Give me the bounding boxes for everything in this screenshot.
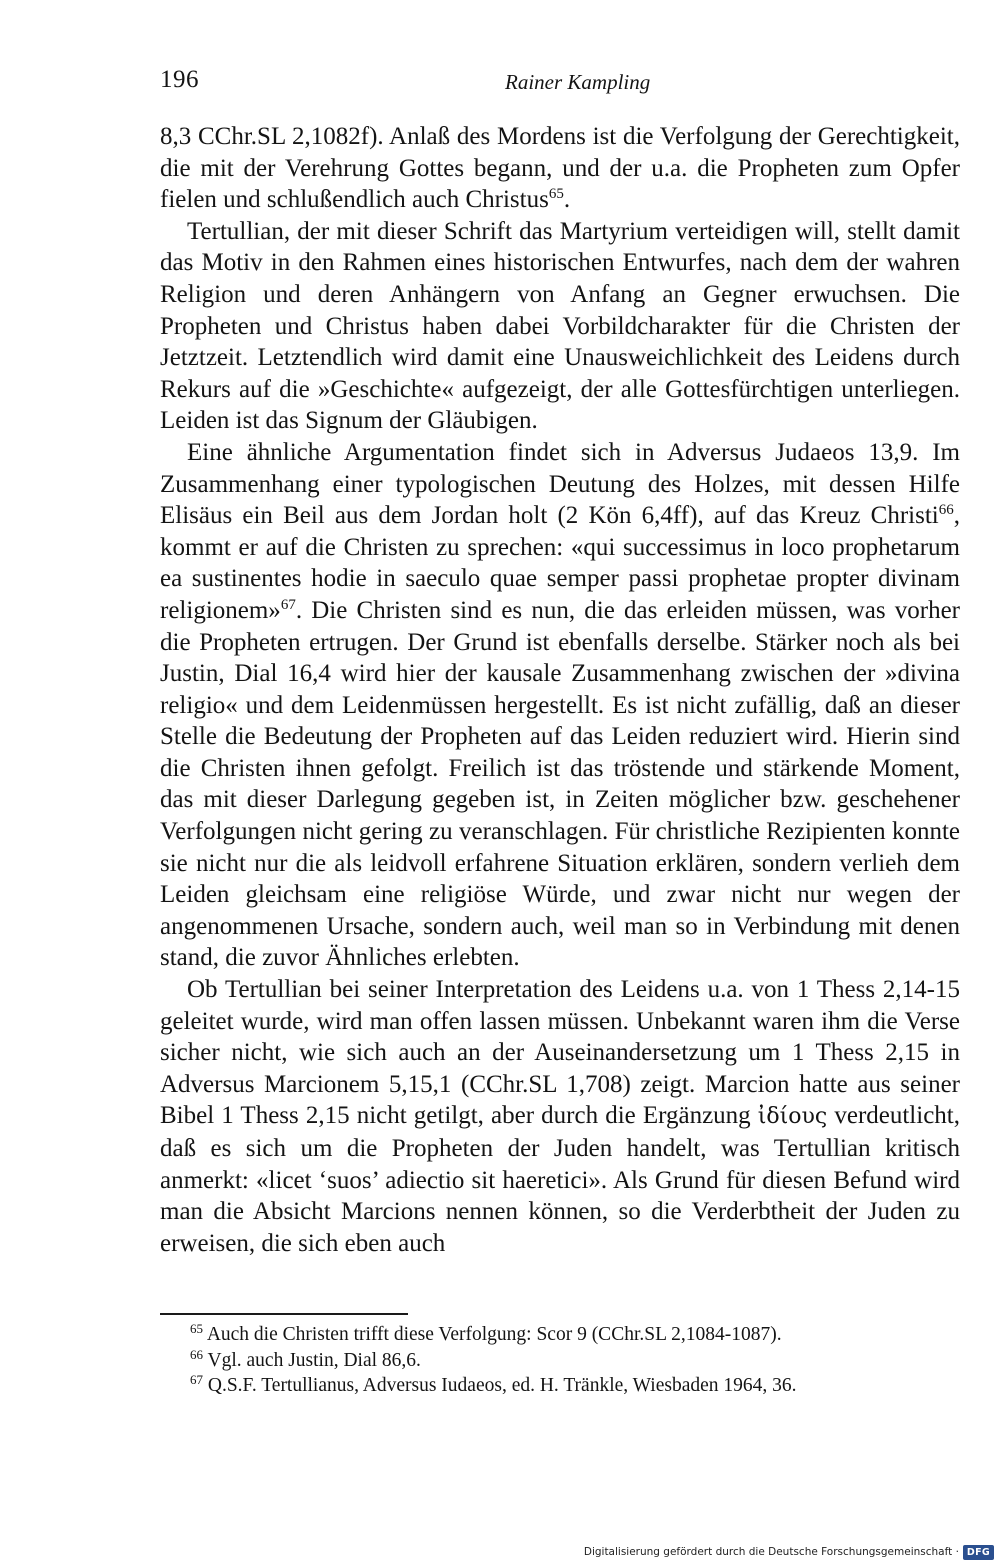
running-head: Rainer Kampling xyxy=(505,70,651,94)
footnote-66 xyxy=(190,1348,960,1374)
paragraph-text: Tertullian, der mit dieser Schrift das Martyrium verteidigen will, stellt damit das Motiv in den Rahmen eines historischen Entwurfes, nach dem der wahren Religion und deren Anhängern von Anfang an Gegner erwuchsen. Die Propheten und Christus haben dabei Vorbildcharakter für die Christen der Jetztzeit. Letztendlich wird damit eine Unausweichlichkeit des Leidens durch Rekurs auf die »Geschichte« aufgezeigt, der alle Gottesfürchtigen unterliegen. Leiden ist das Signum der Gläubigen. xyxy=(160,217,960,435)
paragraph-4 xyxy=(160,974,960,1259)
paragraph-text: Ob Tertullian bei seiner Interpretation des Leidens u.a. von 1 Thess 2,14-15 geleitet wurde, wird man offen lassen müssen. Unbekannt waren ihm die Verse sicher nicht, wie sich auch an der Auseinandersetzung um 1 Thess 2,15 in Adversus Marcionem 5,15,1 (CChr.SL 1,708) zeigt. Marcion hatte aus seiner Bibel 1 Thess 2,15 nicht getilgt, aber durch die Ergänzung xyxy=(160,976,960,1130)
footnote-number: 65 xyxy=(190,1321,203,1336)
page-header xyxy=(160,66,960,102)
footnote-65 xyxy=(190,1322,960,1348)
paragraph-text: . Die Christen sind es nun, die das erleiden müssen, was vorher die Propheten ertrugen. Der Grund ist ebenfalls derselbe. Stärker noch als bei Justin, Dial 16,4 wird hier der kausale Zusammenhang zwischen der »divina religio« und dem Leidenmüssen hergestellt. Es ist nicht zufällig, daß an dieser Stelle die Bedeutung der Propheten auf das Leiden reduziert wird. Hierin sind die Christen ihnen gefolgt. Freilich ist das tröstende und stärkende Moment, das mit dieser Darlegung gegeben ist, in Zeiten möglicher bzw. geschehener Verfolgungen nicht gering zu veranschlagen. Für christliche Rezipienten konnte sie nicht nur die als leidvoll erfahrene Situation erklären, sondern verlieh dem Leiden gleichsam eine religiöse Würde, und zwar nicht nur wegen der angenommenen Ursache, sondern auch, weil man so in Verbindung mit denen stand, die zuvor Ähnliches erlebten. xyxy=(160,596,960,972)
paragraph-text: 8,3 CChr.SL 2,1082f). Anlaß des Mordens ist die Verfolgung der Gerechtigkeit, die mit der Verehrung Gottes begann, und der u.a. die Propheten zum Opfer fielen und schlußendlich auch Christus xyxy=(160,123,960,214)
paragraph-1 xyxy=(160,121,960,216)
footnote-67 xyxy=(190,1373,960,1399)
footnote-text: Vgl. auch Justin, Dial 86,6. xyxy=(207,1349,421,1371)
dfg-logo-icon: DFG xyxy=(963,1545,994,1560)
paragraph-text: Eine ähnliche Argumentation findet sich in Adversus Judaeos 13,9. Im Zusammenhang einer typologischen Deutung des Holzes, mit dessen Hilfe Elisäus ein Beil aus dem Jordan holt (2 Kön 6,4ff), auf das Kreuz Christi xyxy=(160,438,960,530)
footnote-ref-67: 67 xyxy=(280,596,296,613)
footnote-text: Auch die Christen trifft diese Verfolgung: Scor 9 (CChr.SL 2,1084-1087). xyxy=(206,1324,782,1345)
paragraph-3 xyxy=(160,437,960,974)
footnote-separator xyxy=(160,1313,408,1315)
page-number: 196 xyxy=(160,66,199,93)
paragraph-2 xyxy=(160,216,960,437)
footnote-ref-66: 66 xyxy=(938,502,954,519)
footnote-text: Q.S.F. Tertullianus, Adversus Iudaeos, ed. H. Tränkle, Wiesbaden 1964, 36. xyxy=(207,1375,797,1396)
footnote-number: 66 xyxy=(190,1346,203,1362)
credit-text: Digitalisierung gefördert durch die Deutsche Forschungsgemeinschaft · xyxy=(583,1546,959,1558)
footnote-number: 67 xyxy=(190,1372,203,1387)
digitization-credit xyxy=(584,1542,994,1562)
paragraph-text: . xyxy=(563,186,571,214)
body-text xyxy=(160,121,960,1259)
paragraph-text: , kommt er auf die Christen zu sprechen: «qui successimus in loco prophetarum ea sustinentes hodie in saeculo quae semper passi prophetae propter divinam religionem» xyxy=(160,502,960,624)
footnote-ref-65: 65 xyxy=(548,186,564,203)
footnotes xyxy=(190,1322,960,1399)
paragraph-text: verdeutlicht, daß es sich um die Propheten der Juden handelt, was Tertullian kritisch anmerkt: «licet ‘suos’ adiectio sit haeretici». Als Grund für diesen Befund wird man die Absicht Marcions nennen können, so die Verderbtheit der Juden zu erweisen, die sich eben auch xyxy=(160,1102,960,1257)
greek-word: ἰδίους xyxy=(757,1104,828,1130)
